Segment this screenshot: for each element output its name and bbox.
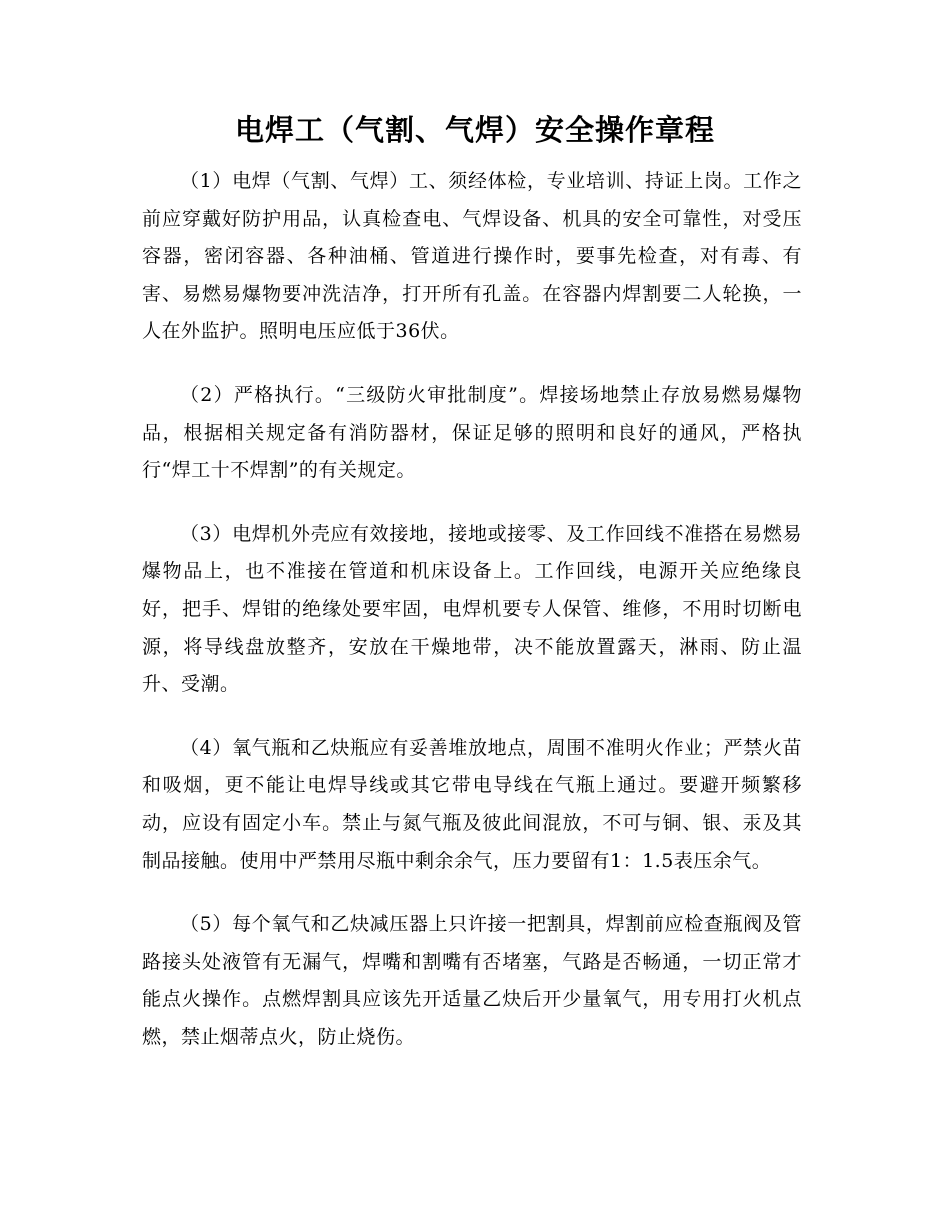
document-body: [142, 163, 802, 1082]
paragraph-1: （1）电焊（气割、气焊）工、须经体检，专业培训、持证上岗。工作之前应穿戴好防护用品，认真检查电、气焊设备、机具的安全可靠性，对受压容器，密闭容器、各种油桶、管道进行操作时，要事先检查，对有毒、有害、易燃易爆物要冲洗洁净，打开所有孔盖。在容器内焊割要二人轮换，一人在外监护。照明电压应低于36伏。: [142, 170, 802, 343]
paragraph-4: （4）氧气瓶和乙炔瓶应有妥善堆放地点，周围不准明火作业；严禁火苗和吸烟，更不能让电焊导线或其它带电导线在气瓶上通过。要避开频繁移动，应设有固定小车。禁止与氮气瓶及彼此间混放，不可与铜、银、汞及其制品接触。使用中严禁用尽瓶中剩余余气，压力要留有1：1.5表压余气。: [142, 736, 802, 872]
paragraph-3: （3）电焊机外壳应有效接地，接地或接零、及工作回线不准搭在易燃易爆物品上，也不准接在管道和机床设备上。工作回线，电源开关应绝缘良好，把手、焊钳的绝缘处要牢固，电焊机要专人保管、维修，不用时切断电源，将导线盘放整齐，安放在干燥地带，决不能放置露天，淋雨、防止温升、受潮。: [142, 522, 802, 696]
paragraph-5: （5）每个氧气和乙炔减压器上只许接一把割具，焊割前应检查瓶阀及管路接头处液管有无漏气，焊嘴和割嘴有否堵塞，气路是否畅通，一切正常才能点火操作。点燃焊割具应该先开适量乙炔后开少量氧气，用专用打火机点燃，禁止烟蒂点火，防止烧伤。: [142, 913, 802, 1048]
paragraph-2: （2）严格执行。“三级防火审批制度”。焊接场地禁止存放易燃易爆物品，根据相关规定备有消防器材，保证足够的照明和良好的通风，严格执行“焊工十不焊割”的有关规定。: [142, 383, 802, 482]
document-title: 电焊工（气割、气焊）安全操作章程: [234, 113, 715, 147]
